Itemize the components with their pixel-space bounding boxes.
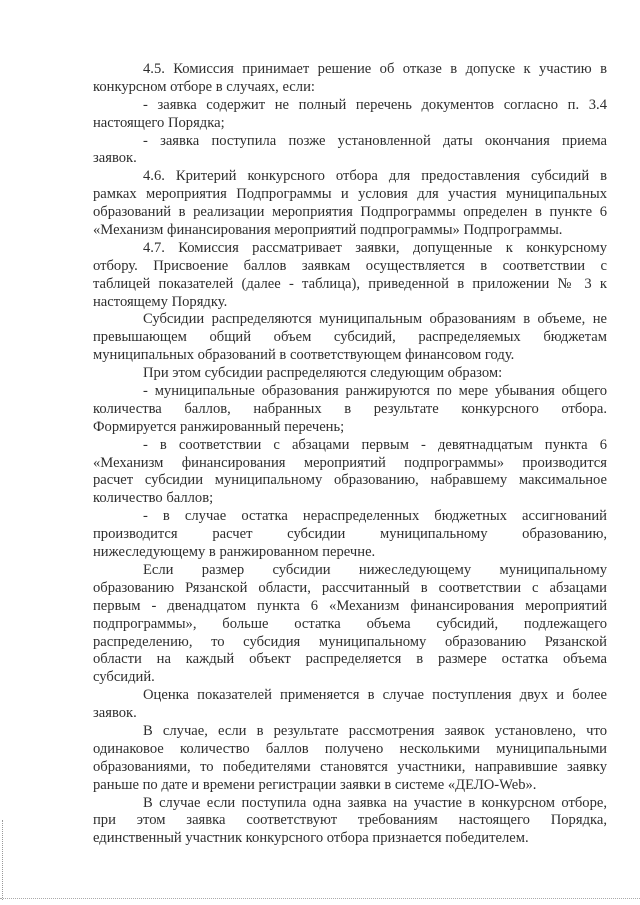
text-line: - в случае остатка нераспределенных бюджетных ассигнований	[143, 508, 607, 525]
paragraph	[93, 562, 607, 687]
text-line: образованию Рязанской области, рассчитанный в соответствии с абзацами	[93, 579, 607, 596]
text-line: расчет субсидии муниципальному образованию, набравшему максимальное	[93, 472, 607, 489]
text-line: рамках мероприятия Подпрограммы и условия для участия муниципальных	[93, 186, 607, 203]
paragraph	[93, 383, 607, 437]
text-line: Если размер субсидии нижеследующему муниципальному	[143, 561, 607, 578]
scan-bottom-line	[0, 898, 640, 899]
text-line: «Механизм финансирования мероприятий подпрограммы» Подпрограммы.	[93, 222, 563, 239]
text-line: заявок.	[93, 705, 137, 722]
text-line: Оценка показателей применяется в случае поступления двух и более	[143, 687, 607, 704]
text-line: - заявка содержит не полный перечень документов согласно п. 3.4	[143, 96, 607, 113]
text-line: - муниципальные образования ранжируются по мере убывания общего	[143, 383, 607, 400]
text-line: 4.6. Критерий конкурсного отбора для предоставления субсидий в	[143, 168, 607, 185]
text-line: отбору. Присвоение баллов заявкам осуществляется в соответствии с	[93, 257, 607, 274]
text-line: В случае если поступила одна заявка на участие в конкурсном отборе,	[143, 794, 607, 811]
text-line: настоящего Порядка;	[93, 114, 225, 131]
text-line: - заявка поступила позже установленной даты окончания приема	[143, 132, 607, 149]
paragraph	[93, 311, 607, 365]
paragraph	[93, 437, 607, 509]
text-line: При этом субсидии распределяются следующим образом:	[143, 365, 503, 382]
paragraph	[93, 133, 607, 169]
text-line: при этом заявка соответствуют требованиям настоящего Порядка,	[93, 812, 607, 829]
text-line: 4.7. Комиссия рассматривает заявки, допущенные к конкурсному	[143, 239, 607, 256]
text-line: распределению, то субсидия муниципальному образованию Рязанской	[93, 633, 607, 650]
paragraph	[93, 168, 607, 240]
text-line: количества баллов, набранных в результате конкурсного отбора.	[93, 400, 607, 417]
text-line: производится расчет субсидии муниципальному образованию,	[93, 526, 607, 543]
text-line: таблицей показателей (далее - таблица), приведенной в приложении № 3 к	[93, 275, 607, 292]
text-line: заявок.	[93, 150, 137, 167]
paragraph	[93, 795, 607, 849]
text-line: - в соответствии с абзацами первым - девятнадцатым пункта 6	[143, 436, 607, 453]
text-line: субсидий.	[93, 669, 155, 686]
text-line: конкурсном отборе в случаях, если:	[93, 78, 315, 95]
text-line: «Механизм финансирования мероприятий подпрограммы» производится	[93, 454, 607, 471]
text-line: Субсидии распределяются муниципальным образованиям в объеме, не	[143, 311, 607, 328]
text-line: В случае, если в результате рассмотрения заявок установлено, что	[143, 722, 607, 739]
paragraph	[93, 365, 607, 383]
paragraph	[93, 508, 607, 562]
paragraph	[93, 687, 607, 723]
text-line: первым - двенадцатом пункта 6 «Механизм финансирования мероприятий	[93, 597, 607, 614]
paragraph	[93, 240, 607, 312]
text-line: образованиями, то победителями становятся участники, направившие заявку	[93, 758, 607, 775]
text-line: количество баллов;	[93, 490, 214, 507]
paragraph	[93, 97, 607, 133]
text-line: настоящему Порядку.	[93, 293, 228, 310]
scan-edge-line	[2, 820, 4, 900]
text-line: подпрограммы», больше остатка объема субсидий, подлежащего	[93, 615, 607, 632]
text-line: нижеследующему в ранжированном перечне.	[93, 544, 376, 561]
text-line: единственный участник конкурсного отбора признается победителем.	[93, 830, 529, 847]
text-line: области на каждый объект распределяется в размере остатка объема	[93, 651, 607, 668]
text-line: образований в реализации мероприятия Подпрограммы определен в пункте 6	[93, 204, 607, 221]
text-line: раньше по дате и времени регистрации заявки в системе «ДЕЛО-Web».	[93, 776, 537, 793]
document-page	[93, 61, 607, 848]
text-line: Формируется ранжированный перечень;	[93, 418, 345, 435]
text-line: превышающем общий объем субсидий, распределяемых бюджетам	[93, 329, 607, 346]
text-line: 4.5. Комиссия принимает решение об отказе в допуске к участию в	[143, 61, 607, 77]
text-line: муниципальных образований в соответствующем финансовом году.	[93, 347, 515, 364]
paragraph	[93, 723, 607, 795]
paragraph	[93, 61, 607, 97]
text-line: одинаковое количество баллов получено несколькими муниципальными	[93, 740, 607, 757]
